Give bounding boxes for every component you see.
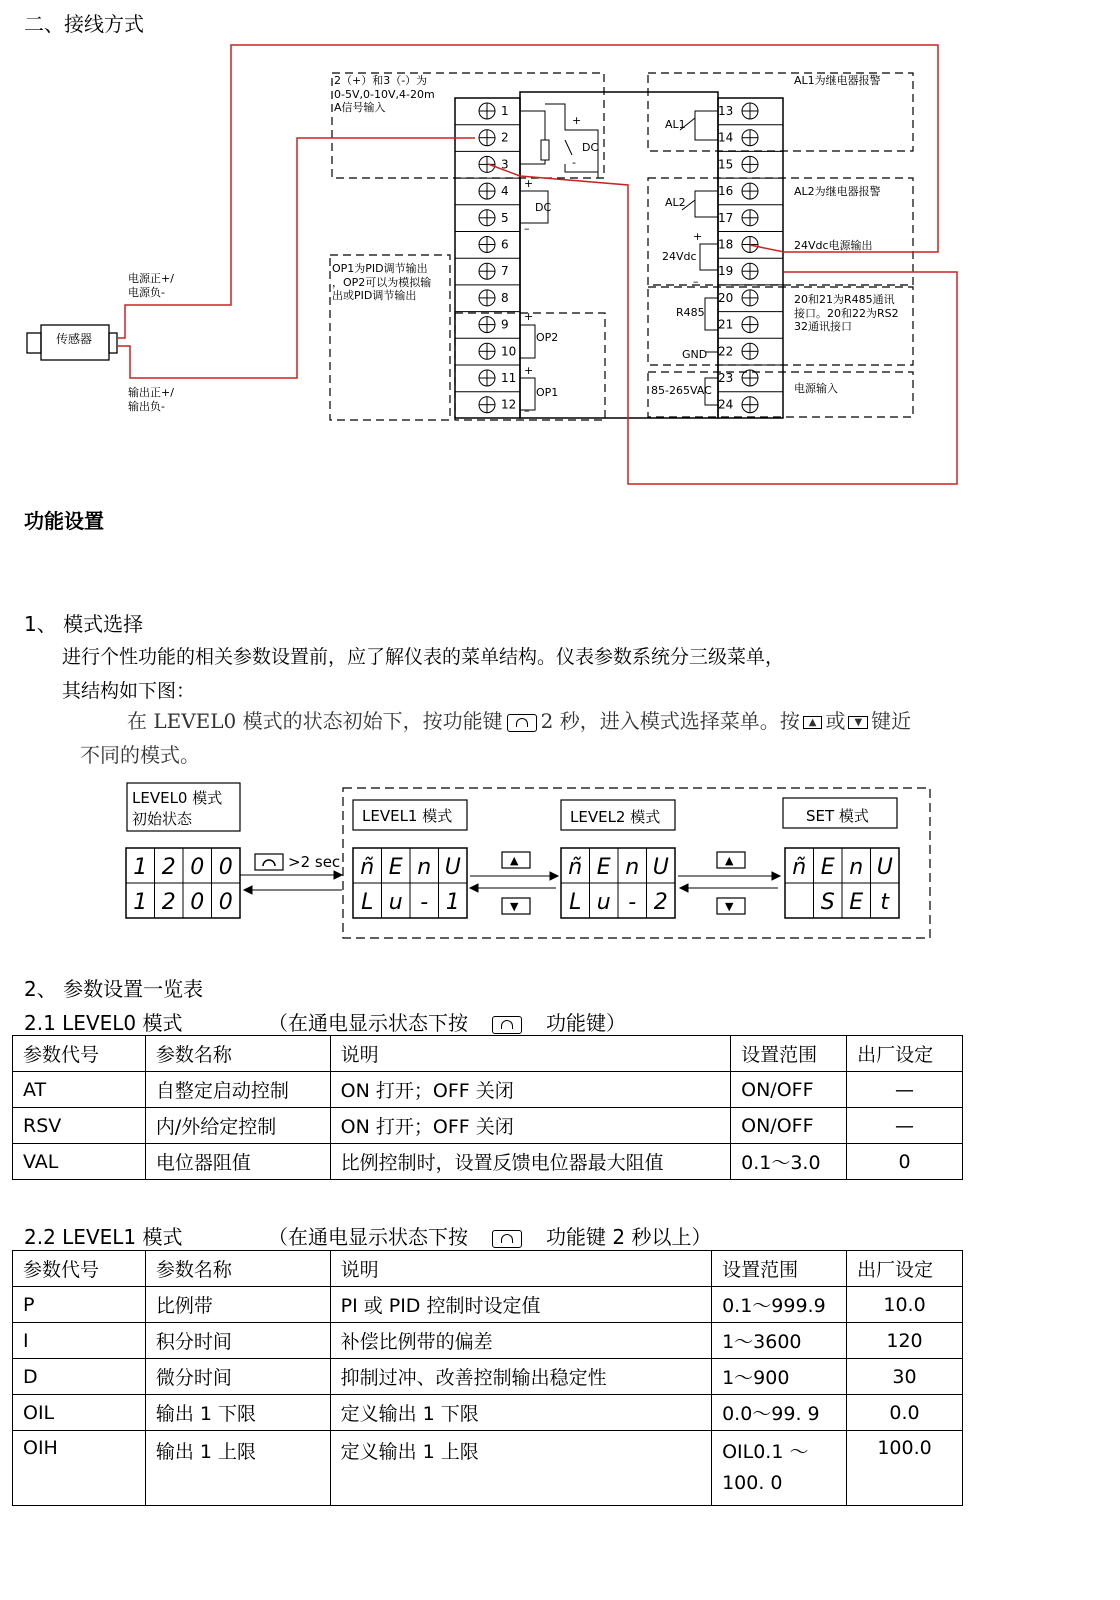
table-cell: 10.0 (847, 1287, 963, 1323)
table-cell: 0.0 (847, 1395, 963, 1431)
table-cell: OIL (13, 1395, 146, 1431)
svg-text:24Vdc: 24Vdc (662, 250, 697, 263)
display-digit: 0 (218, 890, 233, 915)
display-digit: 1 (133, 855, 148, 880)
svg-text:AL2: AL2 (665, 196, 686, 209)
mode-select-para1: 进行个性功能的相关参数设置前，应了解仪表的菜单结构。仪表参数系统分三级菜单， (62, 646, 785, 668)
table-cell: ON/OFF (731, 1108, 847, 1144)
display-digit: - (628, 890, 637, 915)
terminal-number: 19 (718, 264, 734, 279)
svg-text:DC: DC (582, 141, 599, 154)
terminal-number: 20 (718, 290, 734, 305)
level0-title: 2.1 LEVEL0 模式 (24, 1011, 183, 1035)
display-digit: n (849, 855, 864, 880)
svg-text:AL1: AL1 (665, 118, 686, 131)
level0-label-2: 初始状态 (132, 810, 193, 828)
terminal-number: 16 (718, 184, 734, 199)
display-digit: U (876, 855, 893, 880)
mode-select-quote2: 不同的模式。 (80, 743, 200, 767)
display-digit: t (880, 890, 890, 915)
display-digit: L (569, 890, 582, 915)
svg-text:OP2: OP2 (536, 331, 559, 344)
table-cell: AT (13, 1072, 146, 1108)
terminal-number: 3 (501, 157, 509, 172)
mode-select-quote1: 在 LEVEL0 模式的状态初始下，按功能键 2 秒，进入模式选择菜单。按 ▲ 或 ▼ 键近 (127, 709, 912, 733)
table-cell: P (13, 1287, 146, 1323)
level0-table (12, 1035, 963, 1180)
input-note-1: 2（+）和3（-）为 (334, 74, 428, 87)
svg-text:+: + (524, 310, 534, 323)
display-digit: E (849, 890, 864, 915)
display-digit: 1 (133, 890, 148, 915)
display-digit: E (820, 855, 835, 880)
svg-text:+: + (693, 230, 703, 243)
power-note-1: 电源正+/ (128, 272, 174, 285)
display-digit: 2 (161, 855, 176, 880)
table-cell: 比例带 (145, 1287, 330, 1323)
table-cell: — (847, 1072, 963, 1108)
terminal-number: 2 (501, 130, 509, 145)
al1-note: AL1为继电器报警 (794, 74, 881, 87)
display-digit: 2 (653, 890, 668, 915)
display-digit: ñ (360, 855, 375, 880)
terminal-number: 6 (501, 237, 509, 252)
table-cell: D (13, 1359, 146, 1395)
svg-text:–: – (524, 222, 530, 235)
display-digit: 0 (218, 855, 233, 880)
terminal-number: 17 (718, 210, 734, 225)
table-cell: 100.0 (847, 1431, 963, 1506)
table-cell: PI 或 PID 控制时设定值 (330, 1287, 711, 1323)
terminal-number: 18 (718, 237, 734, 252)
table-cell: 0.0～99. 9 (712, 1395, 847, 1431)
table-cell: 0 (847, 1144, 963, 1180)
set-label: SET 模式 (806, 807, 869, 825)
table-row (13, 1359, 963, 1395)
table-cell: 设置范围 (712, 1251, 847, 1287)
svg-text:DC: DC (535, 201, 552, 214)
svg-text:GND: GND (682, 348, 708, 361)
table-cell: 定义输出 1 上限 (330, 1431, 711, 1506)
function-section-title: 功能设置 (24, 509, 104, 533)
table-row (13, 1395, 963, 1431)
terminal-number: 14 (718, 130, 734, 145)
input-note-3: A信号输入 (334, 101, 386, 114)
terminal-number: 5 (501, 210, 509, 225)
up-key-icon: ▲ (803, 716, 823, 729)
level0-hint: （在通电显示状态下按 功能键） (268, 1011, 626, 1035)
table-cell: 参数名称 (145, 1036, 330, 1072)
terminal-number: 21 (718, 317, 734, 332)
table-cell: RSV (13, 1108, 146, 1144)
table-header-row (13, 1036, 963, 1072)
svg-text:OP1: OP1 (536, 386, 559, 399)
table-cell: 抑制过冲、改善控制输出稳定性 (330, 1359, 711, 1395)
table-cell: 120 (847, 1323, 963, 1359)
display-digit: 0 (190, 855, 205, 880)
svg-text:▲: ▲ (725, 854, 734, 867)
svg-text:–: – (524, 404, 530, 417)
wiring-section-title: 二、接线方式 (24, 12, 144, 36)
terminal-number: 7 (501, 264, 509, 279)
table-cell: 输出 1 上限 (145, 1431, 330, 1506)
table-cell: OIL0.1 ～ 100. 0 (712, 1431, 847, 1506)
display-digit: E (388, 855, 403, 880)
table-cell: 微分时间 (145, 1359, 330, 1395)
table-cell: — (847, 1108, 963, 1144)
svg-text:▼: ▼ (510, 900, 519, 913)
svg-text:–: – (524, 351, 530, 364)
table-cell: 输出 1 下限 (145, 1395, 330, 1431)
table-row (13, 1108, 963, 1144)
display-digit: ñ (792, 855, 807, 880)
table-header-row (13, 1251, 963, 1287)
v24-note: 24Vdc电源输出 (794, 239, 873, 252)
table-cell: 参数代号 (13, 1251, 146, 1287)
terminal-number: 13 (718, 104, 734, 118)
svg-text:▲: ▲ (510, 854, 519, 867)
op-note-2: ，OP2可以为模拟输 (332, 276, 432, 289)
table-cell: 1～3600 (712, 1323, 847, 1359)
level1-title: 2.2 LEVEL1 模式 (24, 1225, 183, 1249)
sensor-label: 传感器 (56, 332, 93, 346)
rs485-note-3: 32通讯接口 (794, 320, 852, 333)
power-input-note: 电源输入 (794, 382, 838, 395)
terminal-number: 1 (501, 104, 509, 118)
input-note-2: 0-5V,0-10V,4-20m (334, 88, 435, 101)
level1-hint: （在通电显示状态下按 功能键 2 秒以上） (268, 1225, 712, 1249)
table-cell: ON/OFF (731, 1072, 847, 1108)
table-cell: ON 打开；OFF 关闭 (330, 1072, 730, 1108)
power-note-2: 电源负- (128, 286, 165, 299)
table-row (13, 1287, 963, 1323)
mode-diagram (0, 770, 1120, 950)
terminal-number: 10 (501, 344, 517, 359)
table-row (13, 1431, 963, 1506)
table-cell: 0.1～999.9 (712, 1287, 847, 1323)
table-cell: 设置范围 (731, 1036, 847, 1072)
terminal-number: 4 (501, 184, 509, 199)
level2-label: LEVEL2 模式 (570, 808, 661, 826)
wiring-diagram (0, 0, 1120, 500)
function-key-icon (507, 714, 537, 732)
output-note-1: 输出正+/ (128, 386, 174, 399)
table-cell: 说明 (330, 1036, 730, 1072)
function-key-icon (492, 1230, 522, 1248)
table-cell: 参数名称 (145, 1251, 330, 1287)
rs485-note-1: 20和21为R485通讯 (794, 293, 895, 306)
param-list-title: 2、 参数设置一览表 (24, 977, 204, 1001)
table-cell: 说明 (330, 1251, 711, 1287)
mode-select-para2: 其结构如下图： (62, 680, 196, 702)
display-digit: - (420, 890, 429, 915)
svg-text:+: + (524, 364, 534, 377)
table-row (13, 1323, 963, 1359)
display-digit: n (625, 855, 640, 880)
terminal-number: 24 (718, 397, 734, 412)
terminal-number: 9 (501, 317, 509, 332)
table-cell: ON 打开；OFF 关闭 (330, 1108, 730, 1144)
table-cell: 自整定启动控制 (145, 1072, 330, 1108)
time-label: >2 sec (288, 853, 341, 871)
display-digit: U (444, 855, 461, 880)
table-cell: 积分时间 (145, 1323, 330, 1359)
display-digit: 0 (190, 890, 205, 915)
display-digit: u (388, 890, 403, 915)
rs485-note-2: 接口。20和22为RS2 (794, 307, 899, 320)
table-cell: 30 (847, 1359, 963, 1395)
table-cell: 参数代号 (13, 1036, 146, 1072)
display-digit: 1 (445, 890, 460, 915)
table-cell: 出厂设定 (847, 1251, 963, 1287)
level0-label-1: LEVEL0 模式 (132, 789, 223, 807)
op-note-3: 出或PID调节输出 (332, 289, 417, 302)
terminal-number: 12 (501, 397, 517, 412)
display-digit: n (417, 855, 432, 880)
table-cell: VAL (13, 1144, 146, 1180)
mode-select-title: 1、 模式选择 (24, 612, 144, 636)
table-cell: I (13, 1323, 146, 1359)
table-cell: 出厂设定 (847, 1036, 963, 1072)
terminal-number: 8 (501, 290, 509, 305)
table-cell: 0.1～3.0 (731, 1144, 847, 1180)
level1-table (12, 1250, 963, 1506)
table-row (13, 1072, 963, 1108)
table-cell: 电位器阻值 (145, 1144, 330, 1180)
terminal-number: 15 (718, 157, 734, 172)
svg-text:+: + (524, 177, 534, 190)
display-digit: S (820, 890, 835, 915)
terminal-number: 23 (718, 371, 734, 385)
table-cell: OIH (13, 1431, 146, 1506)
output-note-2: 输出负- (128, 400, 165, 413)
svg-text:–: – (693, 275, 699, 288)
table-cell: 比例控制时，设置反馈电位器最大阻值 (330, 1144, 730, 1180)
svg-text:R485: R485 (676, 306, 705, 319)
display-digit: ñ (568, 855, 583, 880)
level1-label: LEVEL1 模式 (362, 807, 453, 825)
terminal-number: 22 (718, 344, 734, 359)
al2-note: AL2为继电器报警 (794, 185, 881, 198)
display-digit: 2 (161, 890, 176, 915)
function-key-icon-diagram (263, 860, 275, 866)
svg-text:85-265VAC: 85-265VAC (651, 384, 712, 397)
display-digit: L (361, 890, 374, 915)
table-row (13, 1144, 963, 1180)
table-cell: 内/外给定控制 (145, 1108, 330, 1144)
svg-text:+: + (572, 114, 582, 127)
terminal-number: 11 (501, 371, 517, 385)
table-cell: 定义输出 1 下限 (330, 1395, 711, 1431)
display-digit: E (596, 855, 611, 880)
table-cell: 补偿比例带的偏差 (330, 1323, 711, 1359)
svg-text:-: - (572, 156, 576, 169)
op-note-1: OP1为PID调节输出 (332, 262, 428, 275)
table-cell: 1～900 (712, 1359, 847, 1395)
display-digit: U (652, 855, 669, 880)
function-key-icon (492, 1016, 522, 1034)
display-digit: u (596, 890, 611, 915)
svg-text:▼: ▼ (725, 900, 734, 913)
down-key-icon: ▼ (848, 716, 868, 729)
